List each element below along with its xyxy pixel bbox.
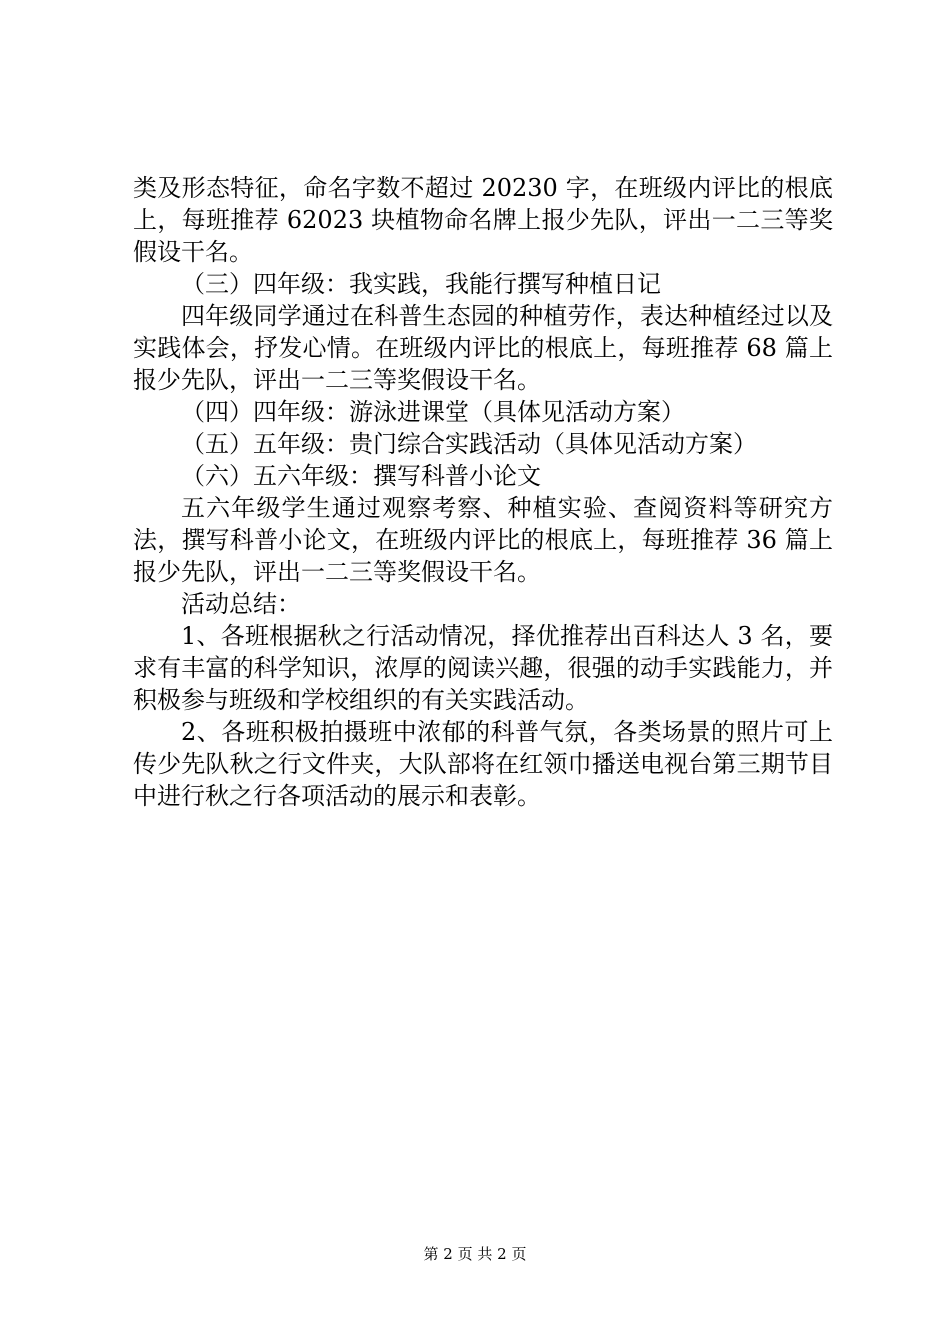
- paragraph-grade56-paper: 五六年级学生通过观察考察、种植实验、查阅资料等研究方法，撰写科普小论文，在班级内评比的根底上，每班推荐 36 篇上报少先队，评出一二三等奖假设干名。: [133, 494, 833, 586]
- summary-item-2: 2、各班积极拍摄班中浓郁的科普气氛，各类场景的照片可上传少先队秋之行文件夹，大队部将在红领巾播送电视台第三期节目中进行秋之行各项活动的展示和表彰。: [133, 718, 833, 810]
- section-heading-grade5-practice: （五）五年级：贵门综合实践活动（具体见活动方案）: [181, 430, 757, 458]
- section-heading-grade56-paper: （六）五六年级：撰写科普小论文: [181, 462, 541, 490]
- paragraph-continuation: 类及形态特征，命名字数不超过 20230 字，在班级内评比的根底上，每班推荐 62023 块植物命名牌上报少先队，评出一二三等奖假设干名。: [133, 174, 833, 266]
- document-body: [133, 172, 833, 812]
- section-heading-grade4-diary: （三）四年级：我实践，我能行撰写种植日记: [181, 270, 661, 298]
- section-heading-grade4-swimming: （四）四年级：游泳进课堂（具体见活动方案）: [181, 398, 685, 426]
- paragraph-grade4-diary: 四年级同学通过在科普生态园的种植劳作，表达种植经过以及实践体会，抒发心情。在班级内评比的根底上，每班推荐 68 篇上报少先队，评出一二三等奖假设干名。: [133, 302, 833, 394]
- summary-heading: 活动总结：: [181, 590, 301, 618]
- summary-item-1: 1、各班根据秋之行活动情况，择优推荐出百科达人 3 名，要求有丰富的科学知识，浓厚的阅读兴趣，很强的动手实践能力，并积极参与班级和学校组织的有关实践活动。: [133, 622, 833, 714]
- page-number: 第 2 页 共 2 页: [423, 1245, 527, 1263]
- page-footer: [0, 1244, 950, 1264]
